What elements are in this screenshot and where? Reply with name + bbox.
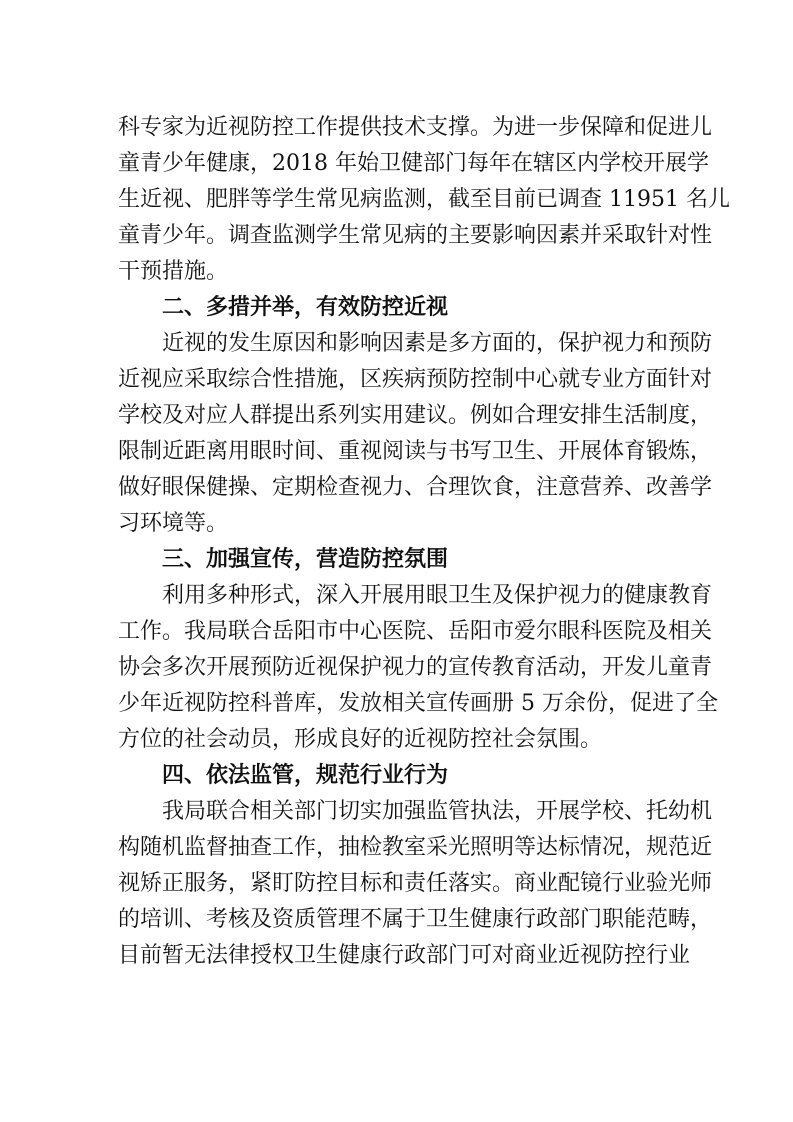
text-line: 构随机监督抽查工作，抽检教室采光照明等达标情况，规范近 [118, 835, 713, 860]
text-line: 学校及对应人群提出系列实用建议。例如合理安排生活制度， [118, 403, 713, 428]
text-line: 方位的社会动员，形成良好的近视防控社会氛围。 [118, 727, 603, 752]
text-line: 工作。我局联合岳阳市中心医院、岳阳市爱尔眼科医院及相关 [118, 619, 713, 644]
paragraph-section-3 [118, 578, 718, 758]
text-line: 我局联合相关部门切实加强监管执法，开展学校、托幼机 [162, 799, 713, 824]
text-line: 近视的发生原因和影响因素是多方面的，保护视力和预防 [162, 331, 713, 356]
text-line: 视矫正服务，紧盯防控目标和责任落实。商业配镜行业验光师 [118, 871, 713, 896]
document-page [118, 110, 730, 974]
text-line: 生近视、肥胖等学生常见病监测，截至目前已调查 11951 名儿 [118, 187, 730, 212]
paragraph-section-2 [118, 326, 713, 542]
section-heading-4: 四、依法监管，规范行业行为 [162, 763, 449, 788]
text-line: 限制近距离用眼时间、重视阅读与书写卫生、开展体育锻炼， [118, 439, 713, 464]
text-line: 少年近视防控科普库，发放相关宣传画册 5 万余份，促进了全 [118, 691, 718, 716]
text-line: 做好眼保健操、定期检查视力、合理饮食，注意营养、改善学 [118, 475, 713, 500]
text-line: 目前暂无法律授权卫生健康行政部门可对商业近视防控行业 [118, 943, 691, 968]
text-line: 科专家为近视防控工作提供技术支撑。为进一步保障和促进儿 [118, 115, 713, 140]
text-line: 协会多次开展预防近视保护视力的宣传教育活动，开发儿童青 [118, 655, 713, 680]
text-line: 童青少年。调查监测学生常见病的主要影响因素并采取针对性 [118, 223, 713, 248]
paragraph-section-4 [118, 794, 713, 974]
section-heading-3: 三、加强宣传，营造防控氛围 [162, 547, 449, 572]
section-heading-2: 二、多措并举，有效防控近视 [162, 295, 449, 320]
text-line: 利用多种形式，深入开展用眼卫生及保护视力的健康教育 [162, 583, 713, 608]
text-line: 近视应采取综合性措施，区疾病预防控制中心就专业方面针对 [118, 367, 713, 392]
text-line: 干预措施。 [118, 259, 229, 284]
paragraph-continuation [118, 110, 730, 290]
text-line: 习环境等。 [118, 511, 229, 536]
text-line: 的培训、考核及资质管理不属于卫生健康行政部门职能范畴， [118, 907, 713, 932]
text-line: 童青少年健康，2018 年始卫健部门每年在辖区内学校开展学 [118, 151, 709, 176]
